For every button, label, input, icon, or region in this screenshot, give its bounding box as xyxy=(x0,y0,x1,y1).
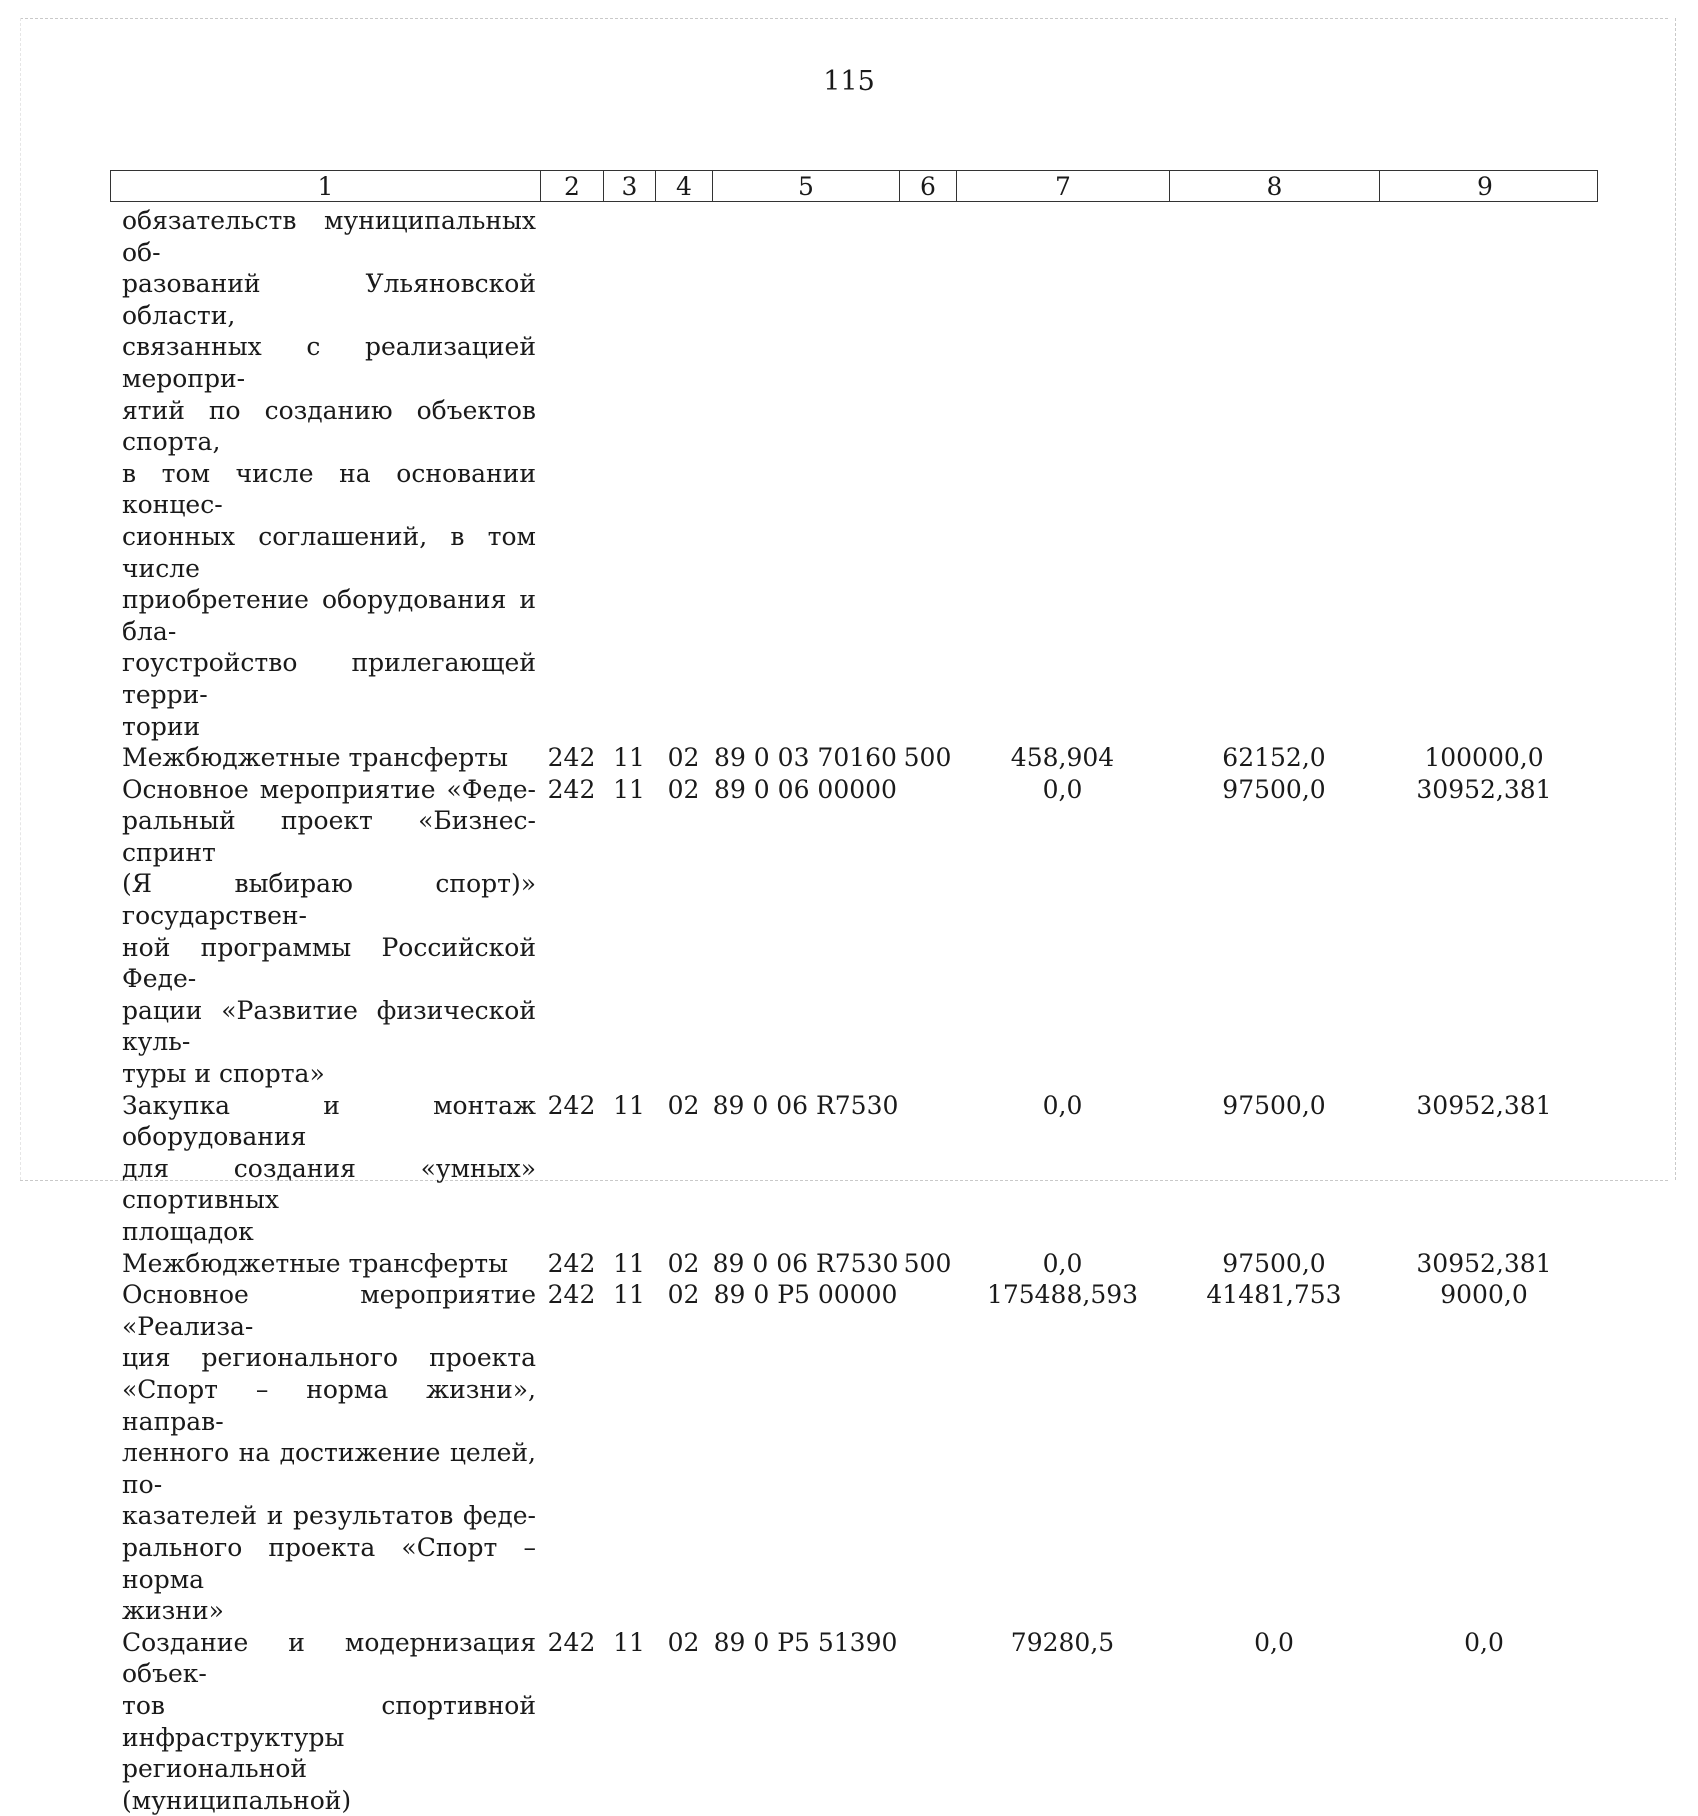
admin-code-cell: 242 xyxy=(547,1280,596,1310)
subsection-cell: 02 xyxy=(667,1090,700,1120)
amount-col9-cell: 30952,381 xyxy=(1416,1248,1552,1278)
amount-col8-cell: 41481,753 xyxy=(1206,1280,1342,1310)
description-line: Межбюджетные трансферты xyxy=(122,1248,509,1278)
section-cell: 11 xyxy=(613,774,645,804)
expense-type-cell xyxy=(899,1090,956,1248)
table-row xyxy=(110,205,1598,742)
description-line: казателей и результатов феде- xyxy=(122,1501,536,1531)
subsection-cell: 02 xyxy=(667,1627,700,1657)
section-cell: 11 xyxy=(613,1627,645,1657)
subsection-cell: 02 xyxy=(667,743,700,773)
expense-type-cell: 500 xyxy=(903,1248,952,1278)
amount-col9-cell xyxy=(1379,205,1589,742)
description-line: туры и спорта» xyxy=(122,1059,325,1089)
description-line: тории xyxy=(122,711,201,741)
admin-code-cell: 242 xyxy=(547,1090,596,1120)
admin-code-cell xyxy=(540,205,603,742)
row-description xyxy=(110,205,540,742)
header-cell-4: 4 xyxy=(656,171,713,201)
expense-type-cell xyxy=(899,205,956,742)
description-line: Основное мероприятие «Феде- xyxy=(122,774,536,804)
scan-edge-right xyxy=(1675,18,1676,1180)
header-cell-2: 2 xyxy=(541,171,604,201)
table-row xyxy=(110,1627,1598,1816)
description-line: ральный проект «Бизнес-спринт xyxy=(122,806,536,867)
admin-code-cell: 242 xyxy=(547,743,596,773)
header-cell-8: 8 xyxy=(1170,171,1380,201)
description-line: жизни» xyxy=(122,1596,224,1626)
row-description xyxy=(110,1279,540,1627)
table-header-row xyxy=(110,170,1598,202)
table-row xyxy=(110,1248,1598,1280)
target-article-cell xyxy=(712,205,899,742)
table-row xyxy=(110,1279,1598,1627)
row-description xyxy=(110,1090,540,1248)
section-cell xyxy=(603,205,655,742)
page-number: 115 xyxy=(823,66,875,97)
table-row xyxy=(110,774,1598,1090)
section-cell: 11 xyxy=(613,1280,645,1310)
target-article-cell: 89 0 P5 00000 xyxy=(713,1280,898,1310)
admin-code-cell: 242 xyxy=(547,1627,596,1657)
amount-col8-cell: 0,0 xyxy=(1254,1627,1294,1657)
target-article-cell: 89 0 P5 51390 xyxy=(713,1627,898,1657)
budget-table-body xyxy=(110,205,1598,1816)
row-description xyxy=(110,1627,540,1816)
amount-col7-cell: 79280,5 xyxy=(1010,1627,1115,1657)
description-line: ленного на достижение целей, по- xyxy=(122,1438,536,1499)
header-cell-6: 6 xyxy=(900,171,957,201)
header-cell-3: 3 xyxy=(604,171,656,201)
description-line: площадок xyxy=(122,1217,254,1246)
subsection-cell xyxy=(655,205,712,742)
target-article-cell: 89 0 03 70160 xyxy=(714,743,897,773)
target-article-cell: 89 0 06 R7530 xyxy=(712,1090,899,1120)
description-line: гоустройство прилегающей терри- xyxy=(122,648,536,709)
row-description xyxy=(110,1248,540,1280)
amount-col8-cell: 97500,0 xyxy=(1222,1248,1326,1278)
description-line: обязательств муниципальных об- xyxy=(122,206,536,267)
description-line: ятий по созданию объектов спорта, xyxy=(122,395,536,457)
amount-col9-cell: 30952,381 xyxy=(1416,774,1552,804)
admin-code-cell: 242 xyxy=(547,1248,596,1278)
header-cell-5: 5 xyxy=(713,171,900,201)
amount-col8-cell xyxy=(1169,205,1379,742)
scan-edge-top xyxy=(20,18,1668,19)
amount-col8-cell: 97500,0 xyxy=(1222,774,1326,804)
description-line: «Спорт – норма жизни», направ- xyxy=(122,1374,536,1436)
subsection-cell: 02 xyxy=(667,1248,700,1278)
target-article-cell: 89 0 06 00000 xyxy=(714,774,897,804)
description-line: рации «Развитие физической куль- xyxy=(122,995,536,1057)
amount-col7-cell: 175488,593 xyxy=(986,1280,1139,1310)
amount-col7-cell xyxy=(956,205,1169,742)
description-line: региональной (муниципальной) xyxy=(122,1754,352,1815)
amount-col9-cell: 30952,381 xyxy=(1416,1090,1552,1120)
amount-col7-cell: 458,904 xyxy=(1010,743,1115,773)
description-line: Межбюджетные трансферты xyxy=(122,743,509,773)
row-description xyxy=(110,742,540,774)
row-description xyxy=(110,774,540,1090)
subsection-cell: 02 xyxy=(667,1280,700,1310)
expense-type-cell: 500 xyxy=(903,743,952,773)
section-cell: 11 xyxy=(613,1248,645,1278)
section-cell: 11 xyxy=(613,743,645,773)
description-line: связанных с реализацией меропри- xyxy=(122,332,536,393)
description-line: ной программы Российской Феде- xyxy=(122,932,536,994)
target-article-cell: 89 0 06 R7530 xyxy=(712,1248,899,1278)
amount-col7-cell: 0,0 xyxy=(1042,1090,1083,1120)
amount-col7-cell: 0,0 xyxy=(1042,1248,1083,1278)
description-line: Создание и модернизация объек- xyxy=(122,1627,536,1689)
description-line: в том числе на основании концес- xyxy=(122,458,536,520)
description-line: (Я выбираю спорт)» государствен- xyxy=(122,869,536,931)
amount-col8-cell: 97500,0 xyxy=(1222,1090,1326,1120)
scan-edge-left xyxy=(20,18,21,1180)
expense-type-cell xyxy=(899,1627,956,1816)
table-row xyxy=(110,742,1598,774)
description-line: сионных соглашений, в том числе xyxy=(122,521,536,583)
amount-col7-cell: 0,0 xyxy=(1042,774,1083,804)
description-line: разований Ульяновской области, xyxy=(122,269,536,330)
header-cell-9: 9 xyxy=(1477,171,1493,201)
description-line: приобретение оборудования и бла- xyxy=(122,585,536,646)
amount-col9-cell: 100000,0 xyxy=(1424,743,1544,773)
amount-col9-cell: 9000,0 xyxy=(1440,1280,1528,1310)
section-cell: 11 xyxy=(613,1090,645,1120)
description-line: ция регионального проекта xyxy=(122,1343,536,1373)
description-line: рального проекта «Спорт – норма xyxy=(122,1532,536,1594)
description-line: тов спортивной инфраструктуры xyxy=(122,1690,536,1752)
table-row xyxy=(110,1090,1598,1248)
header-cell-1: 1 xyxy=(111,171,541,201)
amount-col9-cell: 0,0 xyxy=(1464,1627,1504,1657)
expense-type-cell xyxy=(899,774,956,1090)
header-cell-7: 7 xyxy=(957,171,1170,201)
description-line: для создания «умных» спортивных xyxy=(122,1153,536,1215)
amount-col8-cell: 62152,0 xyxy=(1222,743,1326,773)
expense-type-cell xyxy=(899,1279,956,1627)
description-line: Закупка и монтаж оборудования xyxy=(122,1090,536,1152)
description-line: Основное мероприятие «Реализа- xyxy=(122,1280,536,1341)
admin-code-cell: 242 xyxy=(547,774,596,804)
subsection-cell: 02 xyxy=(667,774,700,804)
